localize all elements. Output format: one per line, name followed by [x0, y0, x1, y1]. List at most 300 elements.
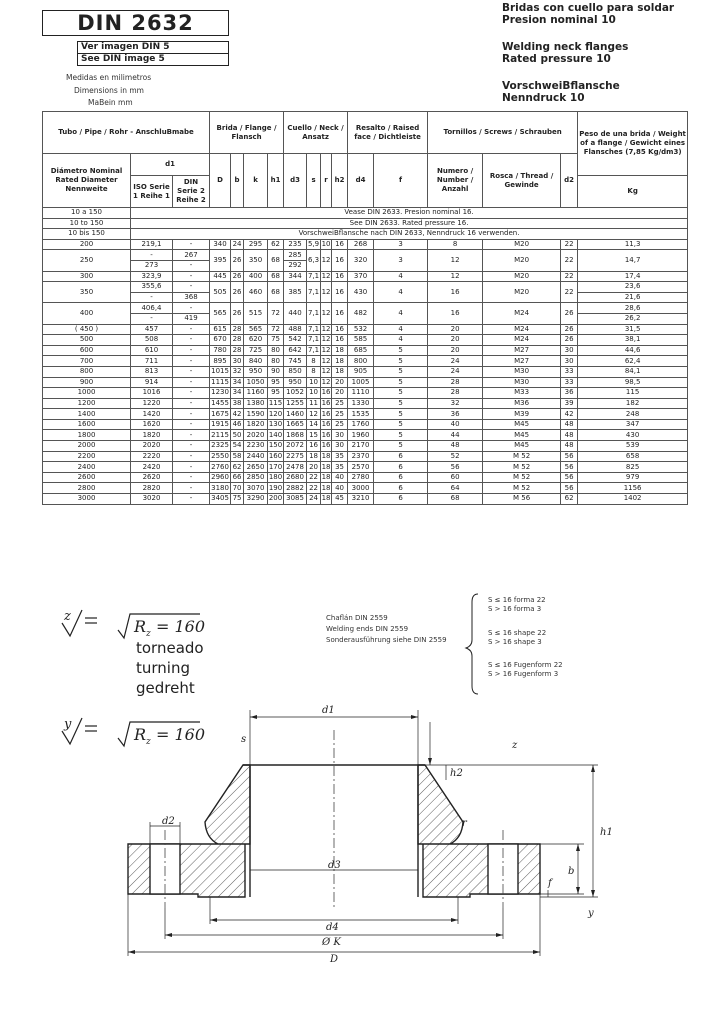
k-cell: 2020: [244, 430, 268, 441]
n-cell: 16: [428, 303, 483, 324]
d1-iso-cell: 2020: [131, 441, 173, 452]
measure-en: Dimensions in mm: [74, 86, 144, 95]
kg-cell: 658: [578, 451, 688, 462]
r-cell: 12: [321, 377, 331, 386]
n-cell: 44: [428, 430, 483, 441]
n-cell: 36: [428, 409, 483, 420]
document-title: DIN 2632: [42, 10, 229, 36]
shape-note-1: S ≤ 16 forma 22: [488, 596, 546, 604]
d3-cell: 440: [284, 303, 307, 324]
dimension-table: [42, 111, 688, 505]
d2-cell: 33: [561, 377, 578, 388]
t-cell: M30: [483, 366, 561, 377]
h2-cell: 16: [332, 282, 348, 303]
d1-iso-cell: 406,4: [131, 303, 173, 314]
h2-cell: 40: [332, 472, 348, 483]
s-cell: 14: [307, 419, 321, 430]
kg-cell: 1156: [578, 483, 688, 494]
D-cell: 1915: [211, 420, 229, 429]
shape-note-2: S > 16 forma 3: [488, 605, 542, 613]
d4-cell: 905: [348, 366, 374, 377]
n-cell: 16: [428, 282, 483, 303]
table-row: [43, 462, 688, 473]
header-h1: h1: [268, 154, 284, 208]
nominal-diameter-cell: 400: [43, 303, 131, 324]
d1-iso-cell: 2420: [131, 462, 173, 473]
t-cell: M24: [483, 324, 561, 335]
d1-din-cell: -: [173, 303, 210, 314]
nominal-diameter-cell: 2400: [43, 462, 131, 473]
label-s: s: [241, 734, 247, 745]
d1-din-cell: -: [173, 335, 210, 346]
title-en-2: Rated pressure 10: [502, 53, 611, 65]
nominal-diameter-cell: 3000: [43, 494, 131, 505]
t-cell: M33: [483, 388, 561, 399]
k-cell: 565: [244, 324, 268, 335]
d3-cell: 642: [284, 345, 307, 356]
d2-cell: 26: [561, 324, 578, 335]
table-row-note: [43, 208, 688, 219]
h2-cell: 20: [332, 388, 348, 399]
h1-cell: 80: [268, 356, 284, 367]
n-cell: 68: [428, 494, 483, 505]
b-cell: 62: [231, 462, 244, 473]
s-cell: 8: [307, 366, 321, 377]
d1-iso-cell: 1420: [131, 409, 173, 420]
d3-cell: 2072: [284, 441, 307, 452]
kg-cell: 115: [578, 388, 688, 399]
header-raised-face: Resalto / Raised face / Dichtleiste: [348, 112, 428, 154]
header-D: D: [210, 154, 231, 208]
k-cell: 1380: [244, 398, 268, 409]
t-cell: M27: [483, 356, 561, 367]
d2-cell: 42: [561, 409, 578, 420]
d1-iso-cell: 610: [131, 345, 173, 356]
h1-cell: 115: [268, 398, 283, 407]
h1-cell: 68: [268, 250, 284, 271]
D-cell: 1115: [211, 377, 229, 386]
d4-cell: 1110: [348, 388, 374, 399]
h1-cell: 90: [268, 366, 284, 377]
f-cell: 5: [374, 388, 428, 399]
d4-cell: 370: [348, 271, 374, 282]
s-cell: 7,1: [307, 303, 321, 324]
D-cell: 2550: [211, 451, 229, 460]
D-cell: 1230: [211, 388, 229, 397]
h2-cell: 30: [332, 430, 348, 441]
d3-cell: 1460: [284, 409, 307, 420]
label-z: z: [512, 740, 518, 751]
d3-cell: 542: [284, 335, 307, 346]
header-s: s: [307, 154, 321, 208]
kg-cell: 979: [578, 472, 688, 483]
table-row-note: [43, 218, 688, 229]
d1-din-cell: -: [173, 356, 210, 367]
n-cell: 12: [428, 271, 483, 282]
n-cell: 40: [428, 419, 483, 430]
t-cell: M45: [483, 441, 561, 452]
n-cell: 28: [428, 388, 483, 399]
n-cell: 20: [428, 345, 483, 356]
d1-din-cell: -: [173, 483, 210, 494]
D-cell: 340: [210, 239, 231, 250]
table-row-note: [43, 229, 688, 240]
kg-cell: 430: [578, 430, 688, 441]
k-cell: 350: [244, 250, 268, 271]
d3-cell: 2275: [284, 451, 307, 462]
d4-cell: 1005: [348, 377, 374, 388]
f-cell: 3: [374, 239, 428, 250]
s-cell: 12: [307, 409, 321, 420]
d3-cell: 2882: [284, 483, 307, 494]
D-cell: 2325: [211, 441, 229, 450]
t-cell: M20: [483, 250, 561, 271]
header-iso: ISO Serie 1 Reihe 1: [131, 176, 173, 208]
nominal-diameter-cell: 250: [43, 250, 131, 271]
nominal-diameter-cell: 10 bis 150: [43, 229, 131, 240]
d4-cell: 532: [348, 324, 374, 335]
table-row: [43, 388, 688, 399]
nominal-diameter-cell: 1800: [43, 430, 131, 441]
t-cell: M39: [483, 409, 561, 420]
d4-cell: 1535: [348, 409, 374, 420]
f-cell: 5: [374, 409, 428, 420]
d1-iso-cell: 1220: [131, 398, 173, 409]
header-neck: Cuello / Neck / Ansatz: [284, 112, 348, 154]
h2-cell: 20: [332, 377, 348, 388]
kg-cell: 1402: [578, 494, 688, 505]
label-d2: d2: [162, 816, 175, 827]
kg-cell: 31,5: [578, 324, 688, 335]
d1-din-cell: -: [173, 324, 210, 335]
k-cell: 3290: [244, 494, 268, 505]
h1-cell: 190: [268, 483, 283, 492]
d3-cell: 1868: [284, 430, 307, 441]
s-cell: 7,1: [307, 324, 320, 333]
d4-cell: 2370: [348, 451, 374, 462]
weight-cell: 28,6: [578, 303, 688, 314]
r-cell: 12: [321, 271, 331, 280]
f-cell: 4: [374, 282, 428, 303]
k-cell: 1820: [244, 419, 268, 430]
shape-note-4: S > 16 shape 3: [488, 638, 542, 646]
shape-note-6: S > 16 Fugenform 3: [488, 670, 559, 678]
d1-din-cell: -: [173, 419, 210, 430]
r-cell: 18: [321, 473, 331, 482]
n-cell: 56: [428, 462, 483, 473]
r-cell: 12: [321, 303, 332, 324]
t-cell: M 56: [483, 494, 561, 505]
r-cell: 16: [321, 398, 331, 407]
b-cell: 24: [231, 239, 244, 250]
kg-cell: 11,3: [578, 239, 688, 250]
b-cell: 30: [231, 356, 244, 367]
n-cell: 24: [428, 356, 483, 367]
d4-cell: 482: [348, 303, 374, 324]
b-cell: 34: [231, 377, 244, 388]
d4-cell: 2570: [348, 462, 374, 473]
D-cell: 1675: [211, 409, 229, 418]
D-cell: 670: [210, 335, 231, 346]
d1-iso-cell: 219,1: [131, 239, 173, 250]
s-cell: 22: [307, 472, 321, 483]
d3-cell: 3085: [284, 494, 307, 505]
k-cell: 2230: [244, 441, 268, 452]
shape-note-5: S ≤ 16 Fugenform 22: [488, 661, 563, 669]
d3-cell: 285: [284, 250, 307, 261]
d1-iso-cell: -: [131, 292, 173, 303]
d1-iso-cell: 508: [131, 335, 173, 346]
D-cell: 505: [210, 282, 231, 303]
D-cell: 395: [210, 250, 231, 271]
measure-de: MaBein mm: [88, 98, 133, 107]
k-cell: 840: [244, 356, 268, 367]
nominal-diameter-cell: 2800: [43, 483, 131, 494]
f-cell: 5: [374, 356, 428, 367]
b-cell: 28: [231, 335, 244, 346]
h2-cell: 25: [332, 419, 348, 430]
header-weight: Peso de una brida / Weight of a flange / Gewicht eines Flansches (7,85 Kg/dm3): [578, 112, 688, 176]
rough-z-sub: z: [146, 629, 151, 639]
rough-y-number: = 160: [156, 725, 206, 744]
chamfer-note-de: Sonderausführung siehe DIN 2559: [326, 636, 447, 644]
s-cell: 7,1: [307, 346, 320, 355]
h1-cell: 80: [268, 345, 284, 356]
f-cell: 6: [374, 494, 428, 505]
h1-cell: 95: [268, 377, 284, 388]
d1-iso-cell: -: [131, 313, 173, 324]
kg-cell: 14,7: [578, 250, 688, 271]
k-cell: 400: [244, 271, 268, 282]
kg-cell: 84,1: [578, 366, 688, 377]
t-cell: M36: [483, 398, 561, 409]
h2-cell: 30: [332, 441, 348, 452]
b-cell: 26: [231, 282, 244, 303]
h1-cell: 200: [268, 494, 283, 503]
kg-cell: 248: [578, 409, 688, 420]
d1-iso-cell: 1820: [131, 430, 173, 441]
h1-cell: 150: [268, 441, 283, 450]
d2-cell: 26: [561, 335, 578, 346]
measure-es: Medidas en milimetros: [66, 73, 152, 82]
k-cell: 3070: [244, 483, 268, 494]
header-f: f: [374, 154, 428, 208]
h2-cell: 40: [332, 483, 348, 494]
h1-cell: 95: [268, 388, 284, 399]
d1-iso-cell: 1620: [131, 419, 173, 430]
D-cell: 3180: [211, 483, 229, 492]
h1-cell: 170: [268, 462, 283, 471]
t-cell: M 52: [483, 451, 561, 462]
r-cell: 12: [321, 346, 331, 355]
d1-iso-cell: 457: [131, 324, 173, 335]
r-cell: 12: [321, 250, 332, 271]
d1-din-cell: -: [173, 377, 210, 388]
kg-cell: 44,6: [578, 345, 688, 356]
kg-cell: 347: [578, 419, 688, 430]
d1-iso-cell: 2220: [131, 451, 173, 462]
h1-cell: 130: [268, 420, 283, 429]
t-cell: M24: [483, 303, 561, 324]
d1-din-cell: -: [173, 239, 210, 250]
d3-cell: 344: [284, 271, 307, 282]
r-cell: 16: [321, 420, 331, 429]
d3-cell: 850: [284, 366, 307, 377]
table-row: [43, 335, 688, 346]
d2-cell: 22: [561, 271, 578, 282]
header-d2: d2: [561, 154, 578, 208]
k-cell: 620: [244, 335, 268, 346]
D-cell: 895: [210, 356, 231, 367]
b-cell: 66: [231, 472, 244, 483]
b-cell: 70: [231, 483, 244, 494]
title-en-1: Welding neck flanges: [502, 41, 629, 53]
s-cell: 7,1: [307, 271, 320, 280]
nominal-diameter-cell: 800: [43, 366, 131, 377]
d1-din-cell: -: [173, 441, 210, 452]
k-cell: 1050: [244, 377, 268, 388]
k-cell: 515: [244, 303, 268, 324]
d1-iso-cell: 323,9: [131, 271, 173, 282]
h2-cell: 16: [332, 250, 348, 271]
header-d3: d3: [284, 154, 307, 208]
nominal-diameter-cell: 10 a 150: [43, 208, 131, 219]
turning-es: torneado: [136, 639, 204, 657]
table-row: [43, 271, 688, 282]
f-cell: 4: [374, 271, 428, 282]
D-cell: 3405: [211, 494, 229, 503]
f-cell: 6: [374, 483, 428, 494]
f-cell: 4: [374, 303, 428, 324]
t-cell: M27: [483, 345, 561, 356]
k-cell: 725: [244, 345, 268, 356]
n-cell: 32: [428, 398, 483, 409]
h2-cell: 16: [332, 271, 348, 282]
d1-din-cell: -: [173, 462, 210, 473]
nominal-diameter-cell: ( 450 ): [43, 324, 131, 335]
table-row: [43, 377, 688, 388]
t-cell: M 52: [483, 462, 561, 473]
d3-cell: 2478: [284, 462, 307, 473]
h2-cell: 16: [332, 335, 348, 346]
d4-cell: 268: [348, 239, 374, 250]
s-cell: 20: [307, 462, 321, 473]
r-cell: 12: [321, 324, 331, 333]
b-cell: 26: [231, 250, 244, 271]
D-cell: 1015: [211, 367, 229, 376]
f-cell: 6: [374, 462, 428, 473]
f-cell: 5: [374, 398, 428, 409]
nominal-diameter-cell: 2000: [43, 441, 131, 452]
rough-z-letter: z: [64, 609, 71, 624]
D-cell: 1455: [211, 398, 229, 407]
s-cell: 15: [307, 430, 321, 441]
nominal-diameter-cell: 900: [43, 377, 131, 388]
d4-cell: 1330: [348, 398, 374, 409]
kg-cell: 38,1: [578, 335, 688, 346]
d1-din-cell: -: [173, 472, 210, 483]
k-cell: 950: [244, 366, 268, 377]
table-row: [43, 250, 688, 261]
d1-din-cell: 368: [173, 292, 210, 303]
b-cell: 42: [231, 409, 244, 420]
f-cell: 5: [374, 441, 428, 452]
header-nominal-diameter: Diámetro Nominal Rated Diameter Nennweite: [43, 154, 131, 208]
r-cell: 12: [321, 335, 331, 344]
d1-din-cell: -: [173, 345, 210, 356]
nominal-diameter-cell: 1400: [43, 409, 131, 420]
h2-cell: 25: [332, 409, 348, 420]
d1-din-cell: -: [173, 271, 210, 282]
b-cell: 32: [231, 366, 244, 377]
r-cell: 18: [321, 451, 331, 460]
s-cell: 10: [307, 388, 321, 399]
kg-cell: 98,5: [578, 377, 688, 388]
nominal-diameter-cell: 10 to 150: [43, 218, 131, 229]
h1-cell: 68: [268, 271, 284, 282]
b-cell: 38: [231, 398, 244, 409]
d2-cell: 26: [561, 303, 578, 324]
b-cell: 28: [231, 324, 244, 335]
nominal-diameter-cell: 200: [43, 239, 131, 250]
shape-note-3: S ≤ 16 shape 22: [488, 629, 547, 637]
header-b: b: [231, 154, 244, 208]
h2-cell: 16: [332, 303, 348, 324]
f-cell: 5: [374, 366, 428, 377]
k-cell: 2650: [244, 462, 268, 473]
d2-cell: 56: [561, 472, 578, 483]
nominal-diameter-cell: 300: [43, 271, 131, 282]
label-k: Ø K: [322, 937, 341, 948]
b-cell: 54: [231, 441, 244, 452]
n-cell: 8: [428, 239, 483, 250]
t-cell: M24: [483, 335, 561, 346]
title-es-2: Presion nominal 10: [502, 14, 616, 26]
d1-iso-cell: 1016: [131, 388, 173, 399]
t-cell: M20: [483, 282, 561, 303]
f-cell: 4: [374, 324, 428, 335]
s-cell: 5,9: [307, 240, 320, 249]
f-cell: 4: [374, 335, 428, 346]
table-row: [43, 366, 688, 377]
s-cell: 18: [307, 451, 321, 462]
s-cell: 7,1: [307, 335, 320, 344]
h2-cell: 18: [332, 345, 348, 356]
title-es-1: Bridas con cuello para soldar: [502, 2, 675, 14]
k-cell: 1160: [244, 388, 268, 399]
label-y: y: [588, 908, 594, 919]
kg-cell: 825: [578, 462, 688, 473]
nominal-diameter-cell: 1000: [43, 388, 131, 399]
h1-cell: 62: [268, 239, 284, 250]
weight-cell: 26,2: [578, 313, 688, 324]
label-b: b: [568, 866, 575, 877]
header-number: Numero / Number / Anzahl: [428, 154, 483, 208]
nominal-diameter-cell: 500: [43, 335, 131, 346]
r-cell: 16: [321, 388, 331, 397]
d3-cell: 950: [284, 377, 307, 388]
h1-cell: 160: [268, 451, 283, 460]
d4-cell: 320: [348, 250, 374, 271]
header-d1: d1: [131, 154, 210, 176]
d4-cell: 685: [348, 345, 374, 356]
h1-cell: 75: [268, 335, 284, 346]
d4-cell: 585: [348, 335, 374, 346]
b-cell: 26: [231, 271, 244, 282]
r-cell: 18: [321, 483, 331, 492]
nominal-diameter-cell: 2200: [43, 451, 131, 462]
s-cell: 16: [307, 441, 321, 452]
